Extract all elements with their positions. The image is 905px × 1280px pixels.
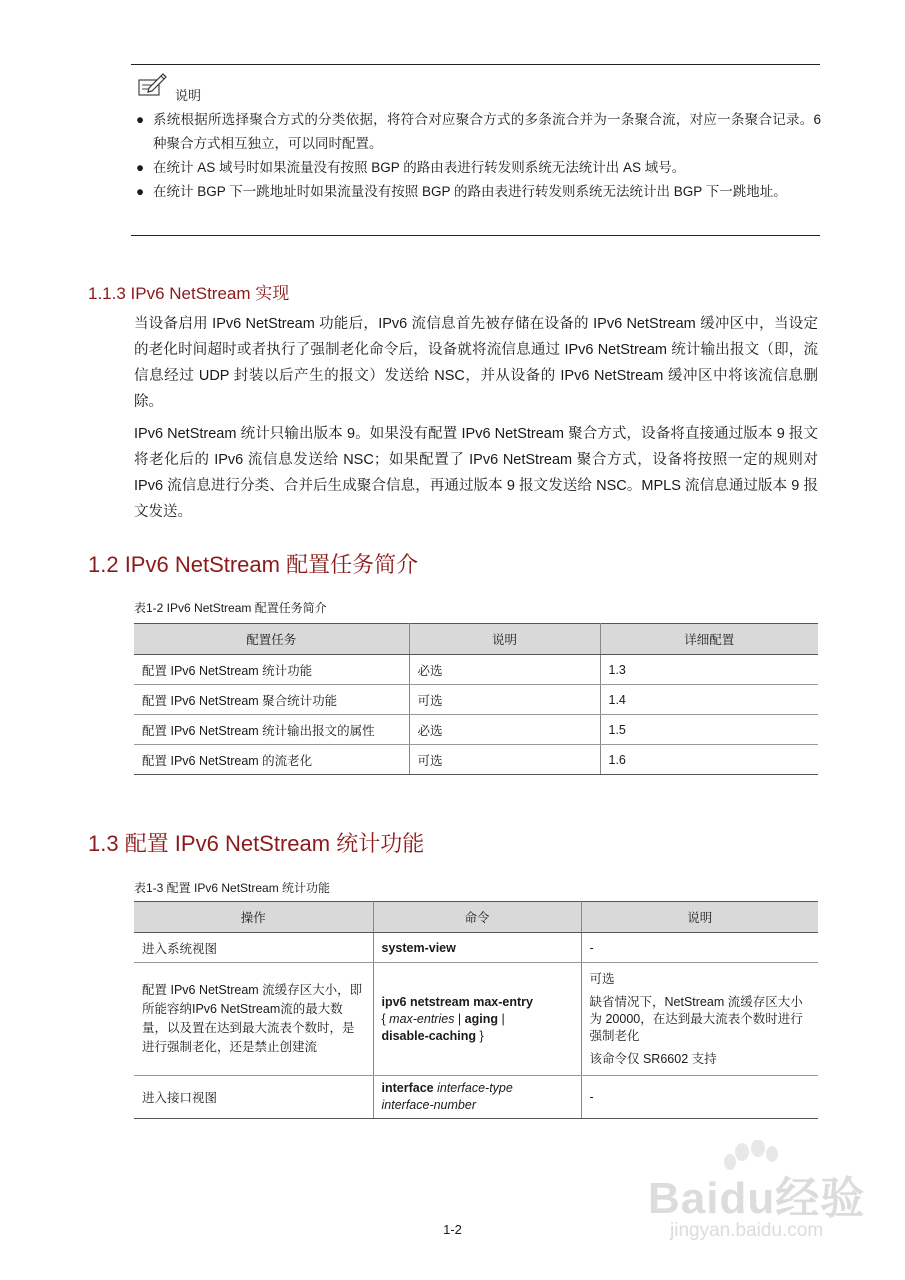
section-heading-1-2: 1.2 IPv6 NetStream 配置任务简介 [88,552,419,577]
table-cell: 必选 [409,655,600,685]
table-cell: - [581,933,818,963]
table-row [134,1076,818,1119]
table-cell: 进入系统视图 [134,933,373,963]
note-pencil-icon [137,72,167,98]
page-number: 1-2 [443,1222,462,1237]
command-keyword: disable-caching [381,1028,476,1043]
note-bullet-1: ● 系统根据所选择聚合方式的分类依据，将符合对应聚合方式的多条流合并为一条聚合流，对应一条聚合记录。6 种聚合方式相互独立，可以同时配置。 [136,108,820,156]
table-row [134,655,818,685]
table-cell: 配置 IPv6 NetStream 的流老化 [134,745,409,775]
note-title: 说明 [175,88,202,103]
command-argument: interface-number [381,1098,476,1112]
command-syntax: { [381,1011,390,1026]
paragraph-1: 当设备启用 IPv6 NetStream 功能后，IPv6 流信息首先被存储在设备的 IPv6 NetStream 缓冲区中，当设定的老化时间超时或者执行了强制老化命令后，设备就将流信息通过 IPv6 NetStream 统计输出报文（即，流信息经过 UDP 封装以后产生的报文）发送给 NSC，并从设备的 IPv6 NetStream 缓冲区中将该流信息删除。 [134,316,818,410]
command-syntax: | [454,1011,465,1026]
description-cell [581,963,818,1076]
command-cell [373,963,581,1076]
watermark-url: jingyan.baidu.com [670,1220,824,1241]
table-cell: 配置 IPv6 NetStream 统计输出报文的属性 [134,715,409,745]
table-cell: 进入接口视图 [134,1076,373,1119]
table-caption-1-2: 表1-2 IPv6 NetStream 配置任务简介 [134,601,327,615]
note-top-rule [131,64,820,65]
command-keyword: aging [464,1011,498,1026]
table-cell: 1.5 [600,715,818,745]
table-cell: 1.4 [600,685,818,715]
column-header: 操作 [134,902,373,933]
description-line: 可选 [589,971,615,986]
watermark-brand: Baidu经验 [648,1174,866,1223]
table-cell: - [581,1076,818,1119]
table-row [134,963,818,1076]
netstream-config-table [134,901,818,1119]
column-header: 命令 [373,902,581,933]
description-line: 该命令仅 SR6602 支持 [589,1051,717,1066]
config-task-table [134,623,818,775]
column-header: 详细配置 [600,624,818,655]
column-header: 配置任务 [134,624,409,655]
table-row [134,745,818,775]
command-cell: system-view [373,933,581,963]
description-line: 缺省情况下，NetStream 流缓存区大小为 20000，在达到最大流表个数时进行强制老化 [589,994,803,1043]
column-header: 说明 [409,624,600,655]
section-heading-1-1-3: 1.1.3 IPv6 NetStream 实现 [88,284,290,303]
note-bullet-text: 在统计 BGP 下一跳地址时如果流量没有按照 BGP 的路由表进行转发则系统无法统计出 BGP 下一跳地址。 [153,184,787,199]
note-bullet-text: 系统根据所选择聚合方式的分类依据，将符合对应聚合方式的多条流合并为一条聚合流，对应一条聚合记录。6 种聚合方式相互独立，可以同时配置。 [153,112,821,151]
command-syntax: | [498,1011,505,1026]
table-cell: 配置 IPv6 NetStream 流缓存区大小，即所能容纳IPv6 NetStream流的最大数量，以及置在达到最大流表个数时，是进行强制老化，还是禁止创建流 [134,963,373,1076]
table-cell: 必选 [409,715,600,745]
table-caption-1-3: 表1-3 配置 IPv6 NetStream 统计功能 [134,881,331,895]
command-syntax: } [475,1028,484,1043]
table-cell: 配置 IPv6 NetStream 统计功能 [134,655,409,685]
command-argument: interface-type [437,1081,513,1095]
paragraph-2: IPv6 NetStream 统计只输出版本 9。如果没有配置 IPv6 NetStream 聚合方式，设备将直接通过版本 9 报文将老化后的 IPv6 流信息发送给 NSC；如果配置了 IPv6 NetStream 聚合方式，设备将按照一定的规则对 IPv6 流信息进行分类、合并后生成聚合信息，再通过版本 9 报文发送给 NSC。MPLS 流信息通过版本 9 报文发送。 [134,426,818,520]
command-argument: max-entries [389,1011,455,1026]
table-cell: 可选 [409,685,600,715]
command-keyword: ipv6 netstream max-entry [381,994,533,1009]
table-cell: 配置 IPv6 NetStream 聚合统计功能 [134,685,409,715]
note-bottom-rule [131,235,820,236]
baidu-watermark [640,1140,866,1250]
note-bullet-2: ● 在统计 AS 域号时如果流量没有按照 BGP 的路由表进行转发则系统无法统计出 AS 域号。 [136,156,820,180]
table-cell: 1.6 [600,745,818,775]
table-row [134,715,818,745]
note-bullet-text: 在统计 AS 域号时如果流量没有按照 BGP 的路由表进行转发则系统无法统计出 AS 域号。 [153,160,686,175]
table-cell: 1.3 [600,655,818,685]
note-bullet-3: ● 在统计 BGP 下一跳地址时如果流量没有按照 BGP 的路由表进行转发则系统无法统计出 BGP 下一跳地址。 [136,180,820,228]
table-row [134,933,818,963]
command-keyword: interface [381,1081,434,1095]
table-row [134,685,818,715]
section-heading-1-3: 1.3 配置 IPv6 NetStream 统计功能 [88,831,425,856]
command-cell [373,1076,581,1119]
table-cell: 可选 [409,745,600,775]
column-header: 说明 [581,902,818,933]
